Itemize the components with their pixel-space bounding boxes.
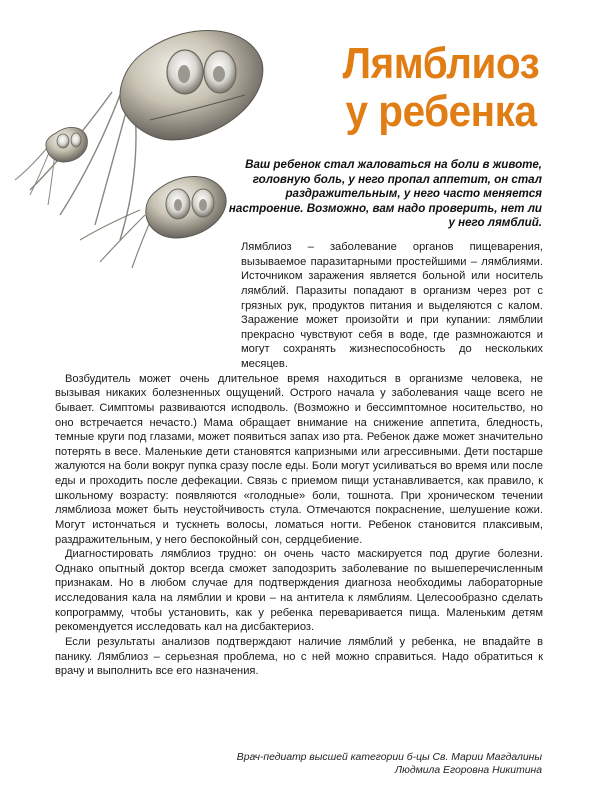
article-title (308, 40, 575, 136)
title-line-1: Лямблиоз (342, 39, 540, 88)
author-position: Врач-педиатр высшей категории б-цы Св. Марии Магдалины (236, 752, 542, 763)
intro-lead: Ваш ребенок стал жаловаться на боли в животе, головную боль, у него пропал аппетит, он стал раздражительным, у него часто меняется настроение. Возможно, вам надо проверить, нет ли у него лямблий. (228, 158, 542, 230)
small-parasite (15, 127, 87, 205)
paragraph-1: Лямблиоз – заболевание органов пищеварения, вызываемое паразитарными простейшими – лямблиями. Источником заражения является больной или носитель лямблий. Паразиты попадают в организм через рот с грязных рук, продуктов питания и выделяются с калом. Заражение может произойти и при купании: лямблии прекрасно чувствуют себя в воде, где размножаются и могут сохранять жизнеспособность до нескольких месяцев. (241, 241, 543, 370)
article-body (55, 240, 543, 679)
paragraph-4: Если результаты анализов подтверждают наличие лямблий у ребенка, не впадайте в панику. Лямблиоз – серьезная проблема, но с ней можно справиться. Надо обратиться к врачу и выполнить все его назначения. (55, 635, 543, 678)
author-name: Людмила Егоровна Никитина (394, 765, 542, 776)
author-signature (170, 751, 542, 777)
title-line-2: у ребенка (345, 87, 537, 136)
paragraph-2: Возбудитель может очень длительное время находиться в организме человека, не вызывая никаких болезненных ощущений. Острого начала у заболевания чаще всего не бывает. Симптомы развиваются исподволь. (Возможно и бессимптомное носительство, но оно встречается нечасто.) Мама обращает внимание на снижение аппетита, бледность, темные круги под глазами, может появиться запах изо рта. Ребенок даже может значительно потерять в весе. Маленькие дети становятся капризными или агрессивными. Дети постарше жалуются на боли вокруг пупка сразу после еды. Боли могут усиливаться во время или после еды и проходить после дефекации. Связь с приемом пищи устанавливается, как правило, к школьному возрасту: появляются «голодные» боли, тошнота. При хроническом течении лямблиоза может быть неустойчивость стула. Отмечаются покраснение, шелушение кожи. Могут истончаться и тускнеть волосы, ломаться ногти. Ребенок становится плаксивым, раздражительным, у него беспокойный сон, сердцебиение. (55, 372, 543, 546)
paragraph-3: Диагностировать лямблиоз трудно: он очень часто маскируется под другие болезни. Однако опытный доктор всегда сможет заподозрить заболевание по вышеперечисленным признакам. Но в любом случае для подтверждения диагноза необходимы лабораторные исследования кала на лямблии и крови – на антитела к лямблиям. Целесообразно сделать копрограмму, чтобы установить, как у ребенка переваривается пища. Маленьким детям рекомендуется исследовать кал на дисбактериоз. (55, 548, 543, 634)
